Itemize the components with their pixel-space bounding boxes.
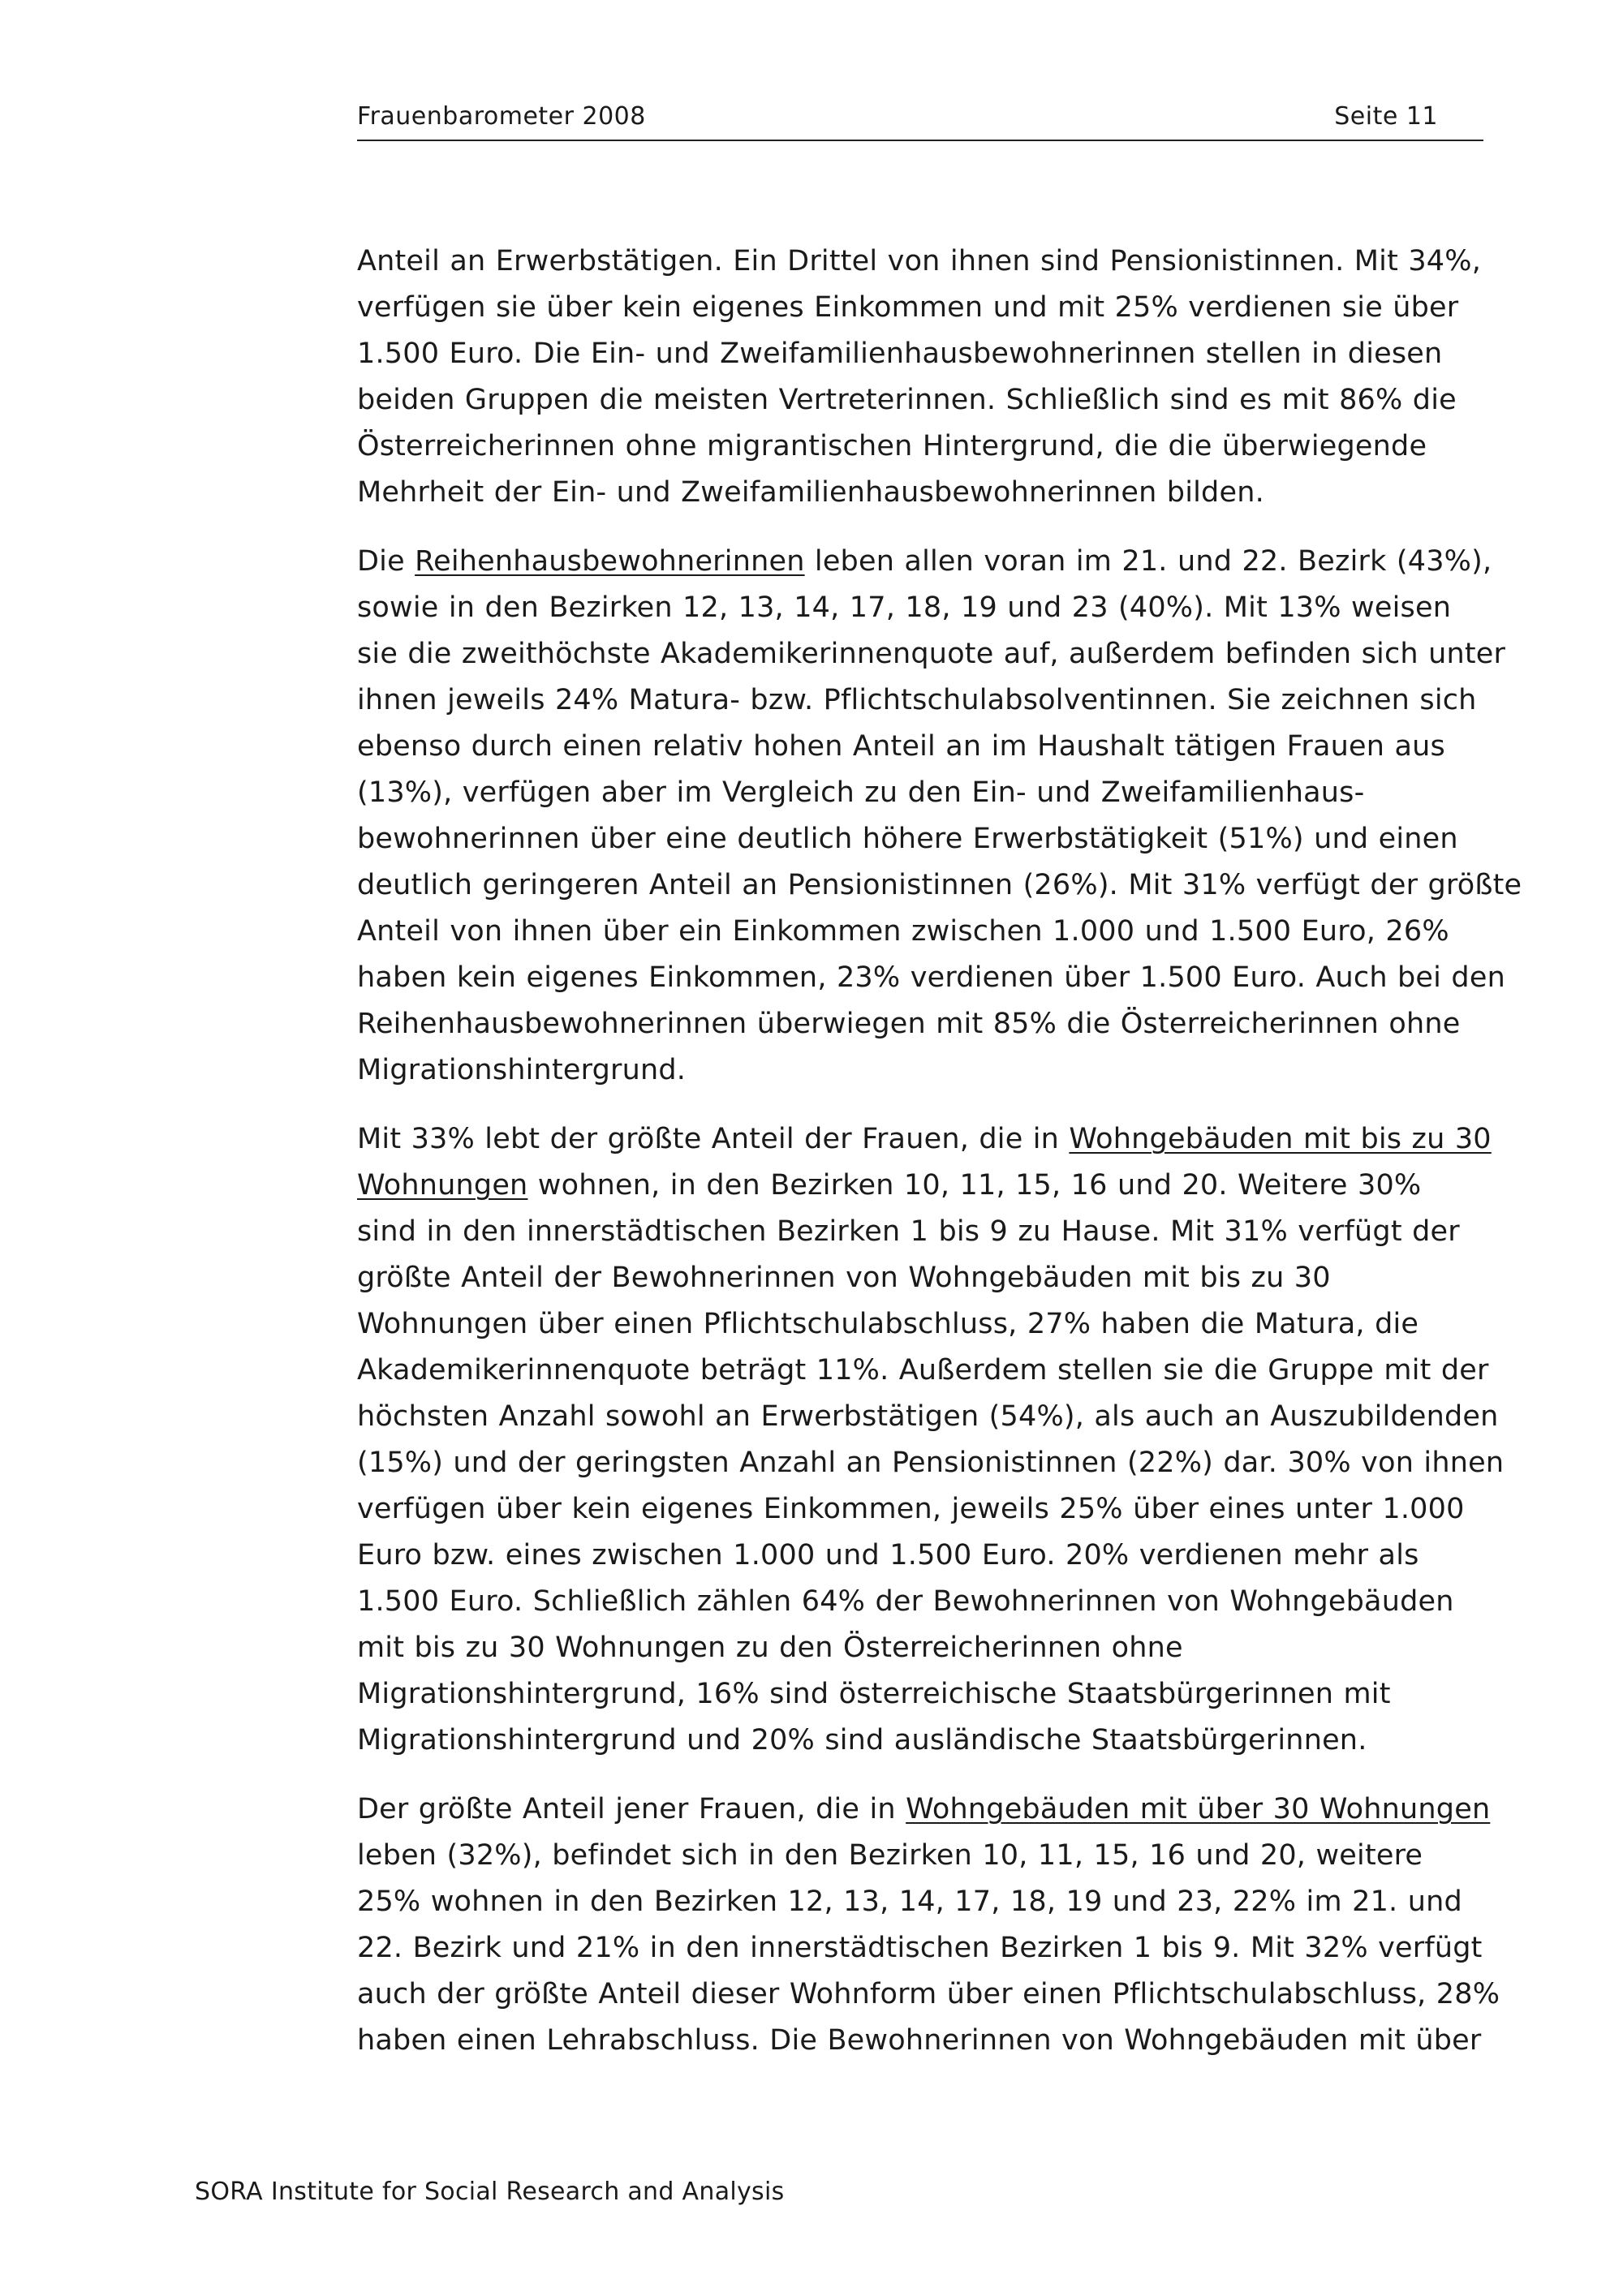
- text-segment: wohnen, in den Bezirken 10, 11, 15, 16 und 20. Weitere 30%: [527, 1169, 1422, 1202]
- text-line: [357, 1786, 1491, 1833]
- text-line: [357, 1047, 1477, 1094]
- text-segment: Anteil an Erwerbstätigen. Ein Drittel von ihnen sind Pensionistinnen. Mit 34%,: [357, 245, 1482, 277]
- text-segment: Mehrheit der Ein- und Zweifamilienhausbewohnerinnen bilden.: [357, 476, 1264, 509]
- text-line: [357, 377, 1477, 424]
- text-segment: Wohnungen über einen Pflichtschulabschluss, 27% haben die Matura, die: [357, 1308, 1419, 1340]
- text-segment: haben einen Lehrabschluss. Die Bewohnerinnen von Wohngebäuden mit über: [357, 2024, 1482, 2057]
- text-segment: Reihenhausbewohnerinnen überwiegen mit 85% die Österreicherinnen ohne: [357, 1008, 1461, 1040]
- text-line: [357, 285, 1477, 331]
- paragraph: [357, 1786, 1500, 2064]
- text-line: [357, 1925, 1483, 1971]
- text-line: [357, 816, 1477, 862]
- text-line: [357, 677, 1477, 724]
- text-segment: bewohnerinnen über eine deutlich höhere Erwerbstätigkeit (51%) und einen: [357, 823, 1458, 855]
- text-line: [357, 955, 1505, 1001]
- underlined-term: Wohngebäuden mit bis zu 30: [1069, 1123, 1492, 1155]
- document-title: Frauenbarometer 2008: [357, 102, 646, 131]
- body-text: [357, 239, 1522, 2087]
- text-line: [357, 1163, 1477, 1209]
- text-segment: beiden Gruppen die meisten Vertreterinnen. Schließlich sind es mit 86% die: [357, 384, 1457, 416]
- text-segment: ihnen jeweils 24% Matura- bzw. Pflichtschulabsolventinnen. Sie zeichnen sich: [357, 684, 1477, 716]
- text-line: [357, 1533, 1477, 1579]
- text-segment: 22. Bezirk und 21% in den innerstädtischen Bezirken 1 bis 9. Mit 32% verfügt: [357, 1932, 1483, 1964]
- text-line: [357, 1833, 1477, 1879]
- text-line: [357, 1348, 1489, 1394]
- text-segment: Die: [357, 545, 415, 578]
- underlined-term: Wohnungen: [357, 1169, 528, 1202]
- text-segment: Migrationshintergrund und 20% sind ausländische Staatsbürgerinnen.: [357, 1724, 1367, 1756]
- paragraph: [357, 239, 1482, 516]
- page-header: [357, 104, 1483, 141]
- text-segment: Akademikerinnenquote beträgt 11%. Außerdem stellen sie die Gruppe mit der: [357, 1354, 1489, 1387]
- page-footer: SORA Institute for Social Research and Analysis: [195, 2178, 785, 2206]
- text-segment: (15%) und der geringsten Anzahl an Pensionistinnen (22%) dar. 30% von ihnen: [357, 1447, 1505, 1479]
- text-segment: Migrationshintergrund.: [357, 1054, 687, 1086]
- text-line: [357, 909, 1477, 955]
- text-line: [357, 539, 1492, 585]
- text-line: [357, 239, 1482, 285]
- text-line: [357, 1879, 1477, 1925]
- text-line: [357, 1625, 1477, 1671]
- text-segment: 1.500 Euro. Die Ein- und Zweifamilienhausbewohnerinnen stellen in diesen: [357, 338, 1443, 370]
- text-segment: Migrationshintergrund, 16% sind österreichische Staatsbürgerinnen mit: [357, 1678, 1391, 1710]
- text-segment: Euro bzw. eines zwischen 1.000 und 1.500 Euro. 20% verdienen mehr als: [357, 1539, 1419, 1572]
- text-segment: sie die zweithöchste Akademikerinnenquote auf, außerdem befinden sich unter: [357, 638, 1506, 670]
- text-segment: sowie in den Bezirken 12, 13, 14, 17, 18, 19 und 23 (40%). Mit 13% weisen: [357, 591, 1452, 624]
- text-segment: 1.500 Euro. Schließlich zählen 64% der Bewohnerinnen von Wohngebäuden: [357, 1585, 1454, 1618]
- text-segment: Der größte Anteil jener Frauen, die in: [357, 1793, 906, 1825]
- text-line: [357, 331, 1477, 377]
- text-segment: 25% wohnen in den Bezirken 12, 13, 14, 17, 18, 19 und 23, 22% im 21. und: [357, 1885, 1462, 1918]
- text-line: [357, 862, 1522, 909]
- text-segment: leben allen voran im 21. und 22. Bezirk (43%),: [804, 545, 1492, 578]
- text-line: [357, 2018, 1482, 2064]
- text-line: [357, 424, 1477, 470]
- text-line: [357, 724, 1477, 770]
- text-line: [357, 1579, 1477, 1625]
- text-line: [357, 585, 1477, 631]
- text-segment: leben (32%), befindet sich in den Bezirken 10, 11, 15, 16 und 20, weitere: [357, 1839, 1423, 1872]
- text-line: [357, 1209, 1477, 1255]
- text-segment: größte Anteil der Bewohnerinnen von Wohngebäuden mit bis zu 30: [357, 1262, 1331, 1294]
- text-line: [357, 1718, 1477, 1764]
- text-line: [357, 1394, 1499, 1440]
- text-segment: sind in den innerstädtischen Bezirken 1 bis 9 zu Hause. Mit 31% verfügt der: [357, 1215, 1460, 1248]
- text-line: [357, 1001, 1477, 1047]
- text-line: [357, 770, 1477, 816]
- underlined-term: Reihenhausbewohnerinnen: [415, 545, 805, 578]
- text-line: [357, 631, 1506, 677]
- page-number: Seite 11: [1334, 102, 1438, 131]
- text-segment: verfügen über kein eigenes Einkommen, jeweils 25% über eines unter 1.000: [357, 1493, 1465, 1525]
- text-line: [357, 1116, 1492, 1163]
- text-line: [357, 1971, 1500, 2018]
- text-segment: Anteil von ihnen über ein Einkommen zwischen 1.000 und 1.500 Euro, 26%: [357, 915, 1449, 948]
- text-line: [357, 1301, 1477, 1348]
- text-segment: Mit 33% lebt der größte Anteil der Frauen, die in: [357, 1123, 1070, 1155]
- text-segment: haben kein eigenes Einkommen, 23% verdienen über 1.500 Euro. Auch bei den: [357, 961, 1505, 994]
- underlined-term: Wohngebäuden mit über 30 Wohnungen: [906, 1793, 1491, 1825]
- text-line: [357, 1440, 1505, 1486]
- text-segment: mit bis zu 30 Wohnungen zu den Österreicherinnen ohne: [357, 1632, 1183, 1664]
- text-line: [357, 1671, 1477, 1718]
- paragraph: [357, 539, 1522, 1094]
- text-segment: höchsten Anzahl sowohl an Erwerbstätigen (54%), als auch an Auszubildenden: [357, 1400, 1499, 1433]
- text-segment: deutlich geringeren Anteil an Pensionistinnen (26%). Mit 31% verfügt der größte: [357, 869, 1522, 901]
- text-line: [357, 1486, 1477, 1533]
- paragraph: [357, 1116, 1505, 1764]
- text-line: [357, 1255, 1477, 1301]
- text-line: [357, 470, 1477, 516]
- text-segment: ebenso durch einen relativ hohen Anteil an im Haushalt tätigen Frauen aus: [357, 730, 1445, 763]
- text-segment: (13%), verfügen aber im Vergleich zu den Ein- und Zweifamilienhaus-: [357, 776, 1365, 809]
- text-segment: verfügen sie über kein eigenes Einkommen und mit 25% verdienen sie über: [357, 291, 1459, 324]
- text-segment: Österreicherinnen ohne migrantischen Hintergrund, die die überwiegende: [357, 430, 1427, 462]
- text-segment: auch der größte Anteil dieser Wohnform über einen Pflichtschulabschluss, 28%: [357, 1978, 1500, 2010]
